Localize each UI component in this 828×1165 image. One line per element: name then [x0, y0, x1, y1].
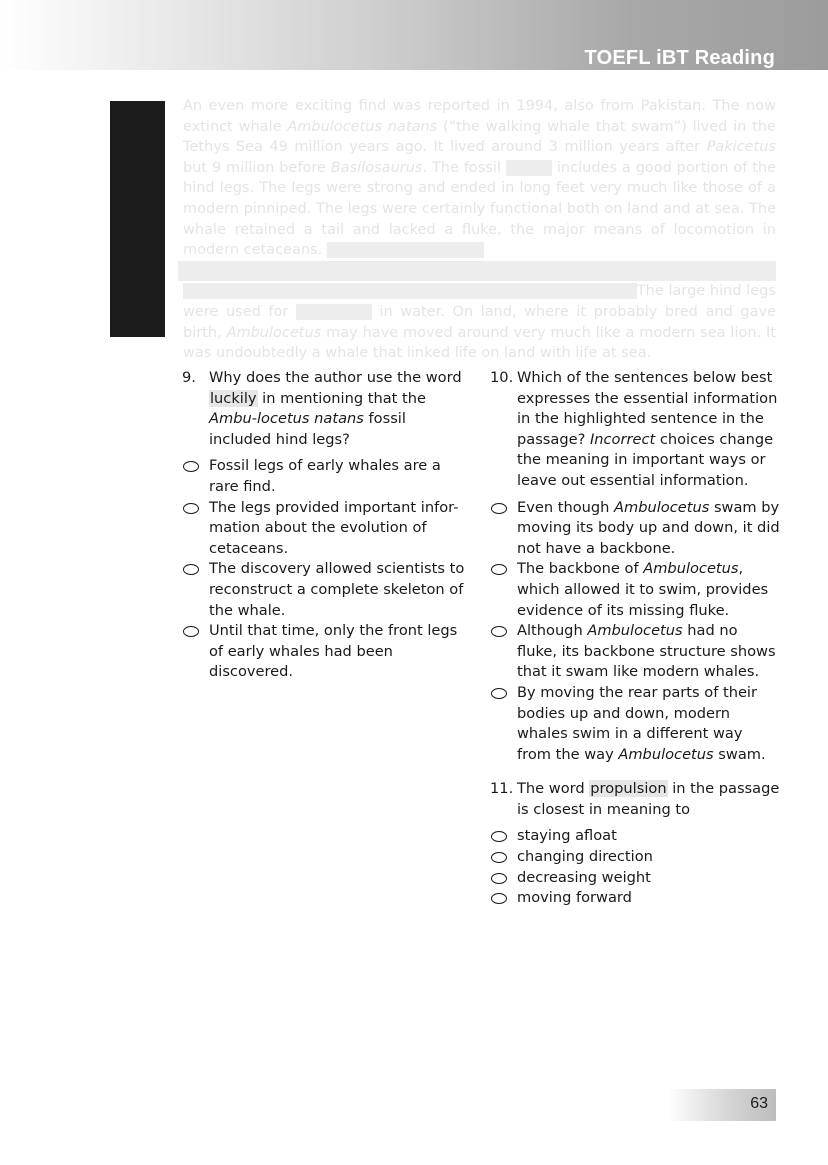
highlighted-sentence: [183, 283, 637, 299]
option-text: decreasing weight: [517, 868, 651, 886]
answer-option[interactable]: [182, 456, 472, 497]
highlighted-word: propulsion: [296, 303, 372, 320]
highlighted-sentence: [327, 242, 484, 258]
option-text: , which allowed it to swim, provides evidence of its missing fluke.: [517, 560, 769, 619]
answer-option[interactable]: [490, 621, 780, 683]
option-text: By moving the rear parts of their bodies up and down, modern whales swim in a different way from the way: [517, 683, 757, 763]
answer-option[interactable]: [490, 683, 780, 765]
question-number: 9.: [182, 369, 196, 386]
highlighted-word: luckily: [210, 389, 257, 407]
passage-text: (“the walking whale that swam”) lived in the Tethys Sea 49 million years ago. It lived around 3 million years after: [183, 118, 776, 156]
option-text: The discovery allowed scientists to reconstruct a complete skeleton of the whale.: [209, 560, 465, 619]
question-number: 11.: [490, 780, 514, 798]
answer-option[interactable]: [182, 621, 472, 683]
radio-button-icon[interactable]: [491, 564, 507, 575]
radio-button-icon[interactable]: [183, 626, 199, 637]
question-text: in mentioning that the: [257, 389, 426, 407]
option-text: Ambulocetus: [614, 498, 710, 516]
passage-text: includes a good portion of the hind legs. The legs were strong and ended in long feet very much like those of a modern pinniped. The legs were certainly functional both on land and at sea. The whale retained a tail and lacked a fluke, the major means of locomotion in modern cetaceans.: [183, 159, 776, 259]
answer-option[interactable]: [182, 498, 472, 560]
option-text: changing direction: [517, 848, 653, 866]
question-text: Incorrect: [589, 430, 656, 448]
highlighted-word: luckily: [505, 159, 553, 176]
question-text: Ambu-locetus natans: [209, 410, 364, 428]
option-text: The legs provided important infor-mation about the evolution of cetaceans.: [209, 498, 459, 557]
answer-option[interactable]: [490, 888, 780, 909]
option-text: Fossil legs of early whales are a rare find.: [209, 457, 441, 495]
passage-text: Pakicetus: [706, 139, 776, 156]
question-11: [490, 779, 780, 820]
option-text: swam by moving its body up and down, it did not have a backbone.: [517, 498, 780, 557]
header-band: [0, 0, 828, 70]
passage-text: The large hind legs were used for: [183, 283, 776, 320]
option-text: Ambulocetus: [643, 560, 739, 578]
option-text: had no fluke, its backbone structure shows that it swam like modern whales.: [517, 622, 776, 681]
option-text: staying afloat: [517, 827, 617, 845]
passage-text: An even more exciting find was reported in 1994, also from Pakistan. The now extinct whale: [183, 98, 776, 135]
question-column-right: [490, 368, 780, 909]
answer-option[interactable]: [182, 559, 472, 621]
side-tab: [110, 101, 165, 337]
option-text: Ambulocetus: [618, 745, 714, 763]
question-10: [490, 368, 780, 492]
passage-text: but 9 million before: [183, 159, 331, 176]
answer-option[interactable]: [490, 868, 780, 889]
passage-text: Ambulocetus: [226, 324, 322, 341]
radio-button-icon[interactable]: [491, 503, 507, 514]
option-text: The backbone of: [517, 560, 644, 578]
page-number-band: [668, 1089, 776, 1121]
highlighted-sentence: [178, 261, 776, 282]
question-text: The word: [517, 780, 590, 798]
passage: [183, 96, 776, 364]
radio-button-icon[interactable]: [491, 893, 507, 904]
passage-text: in water. On land, where it probably bred and gave birth,: [183, 303, 776, 341]
question-text: in the passage is closest in meaning to: [517, 780, 780, 818]
radio-button-icon[interactable]: [491, 873, 507, 884]
page-number: 63: [750, 1095, 768, 1112]
radio-button-icon[interactable]: [491, 831, 507, 842]
question-text: Why does the author use the word: [209, 369, 462, 386]
question-text: choices change the meaning in important ways or leave out essential information.: [517, 430, 774, 489]
radio-button-icon[interactable]: [183, 503, 199, 514]
answer-option[interactable]: [490, 498, 780, 560]
option-text: Even though: [517, 498, 615, 516]
radio-button-icon[interactable]: [491, 688, 507, 699]
answer-option[interactable]: [490, 559, 780, 621]
highlighted-word: propulsion: [590, 780, 667, 798]
passage-text: may have moved around very much like a modern sea lion. It was undoubtedly a whale that linked life on land with life at sea.: [183, 324, 776, 362]
passage-text: Ambulocetus natans: [287, 118, 438, 135]
option-text: swam.: [713, 745, 766, 763]
answer-option[interactable]: [490, 847, 780, 868]
question-9: [182, 368, 472, 450]
option-text: moving forward: [517, 889, 632, 907]
passage-text: . The fossil: [422, 159, 506, 176]
answer-option[interactable]: [490, 826, 780, 847]
question-text: fossil included hind legs?: [209, 410, 406, 448]
option-text: Until that time, only the front legs of early whales had been discovered.: [209, 622, 458, 681]
option-text: Ambulocetus: [587, 622, 683, 640]
radio-button-icon[interactable]: [183, 564, 199, 575]
question-text: Which of the sentences below best expresses the essential information in the highlighted sentence in the passage?: [517, 369, 778, 448]
question-number: 10.: [490, 369, 514, 386]
question-column-left: [182, 368, 472, 683]
radio-button-icon[interactable]: [183, 461, 199, 472]
radio-button-icon[interactable]: [491, 626, 507, 637]
option-text: Although: [517, 622, 588, 640]
passage-text: Basilosaurus: [330, 159, 423, 176]
radio-button-icon[interactable]: [491, 852, 507, 863]
header-title: TOEFL iBT Reading: [584, 47, 775, 69]
